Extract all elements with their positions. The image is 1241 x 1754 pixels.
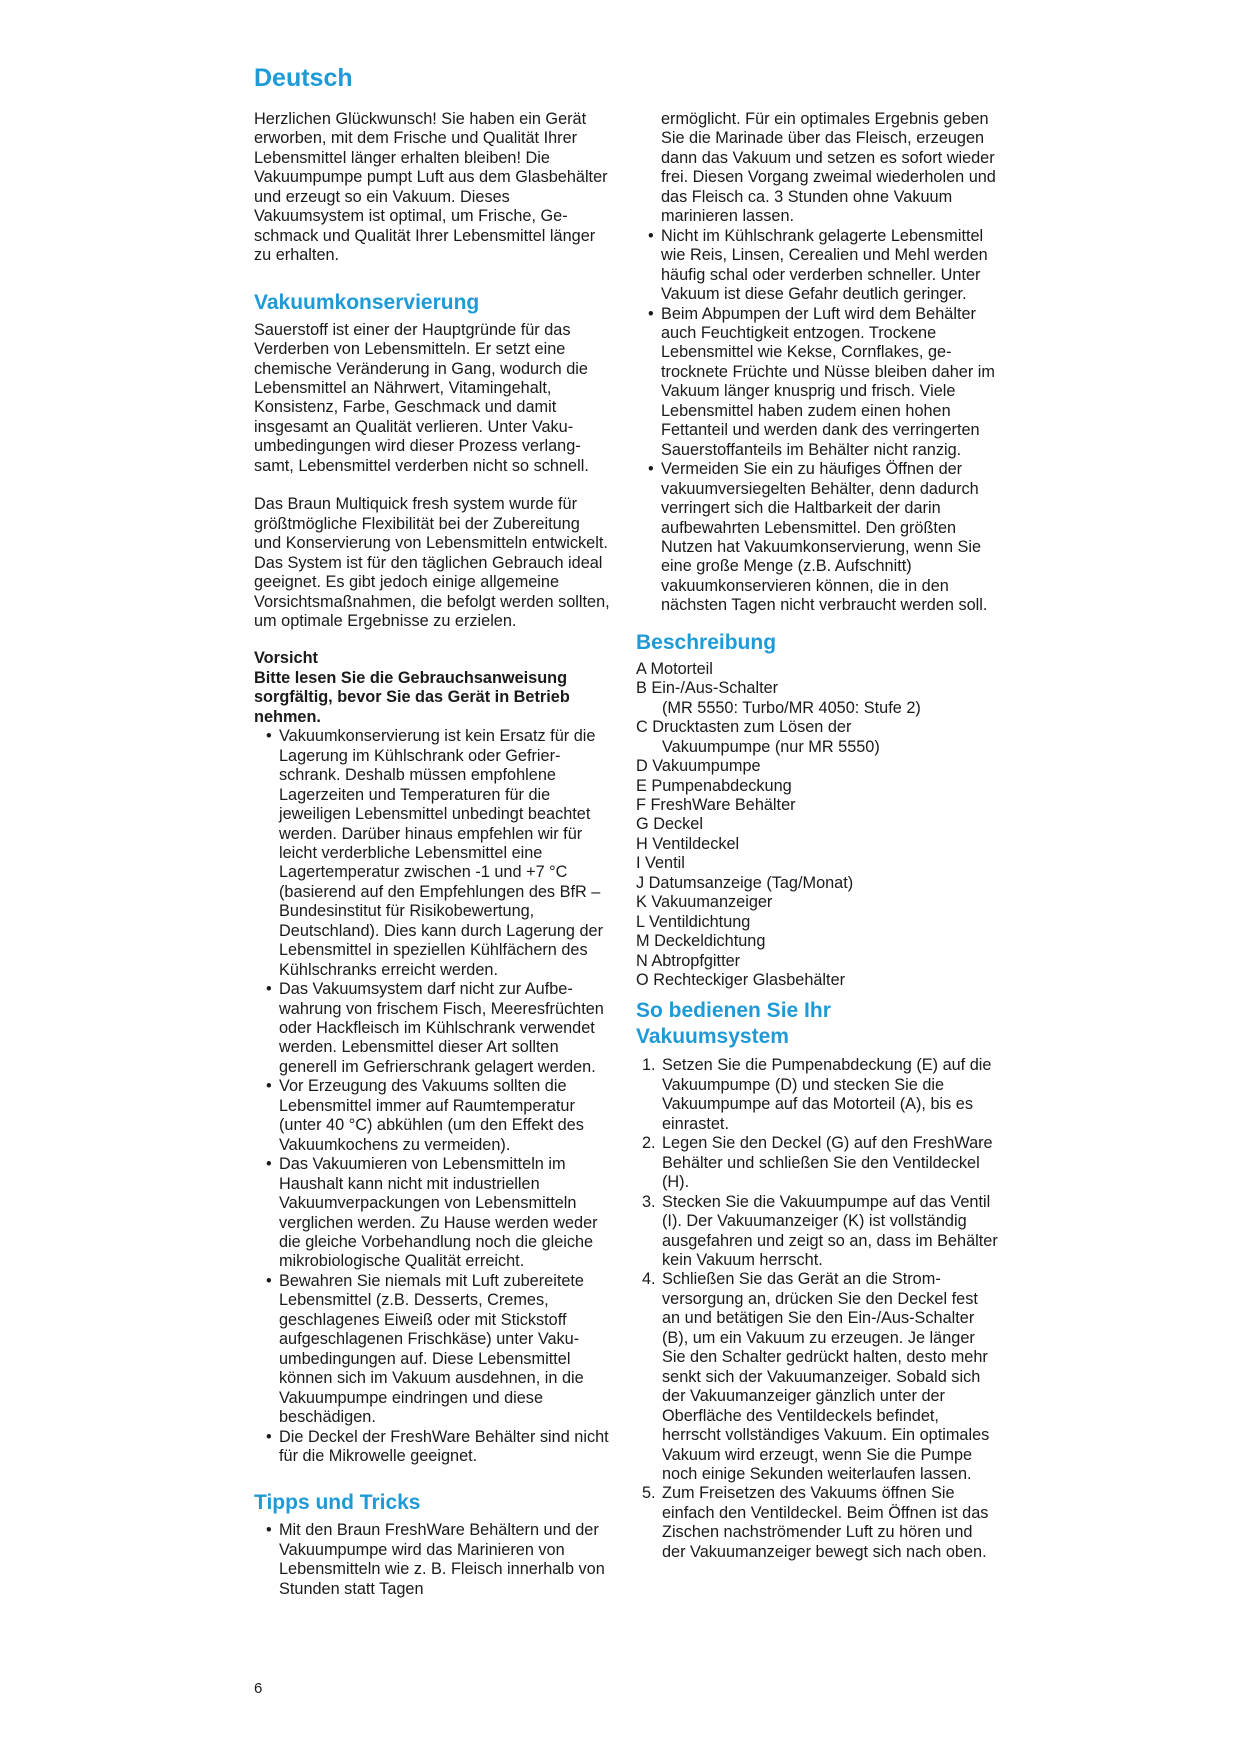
heading-line-2: Vakuumsystem bbox=[636, 1025, 789, 1049]
list-item bbox=[636, 1270, 998, 1484]
list-item: D Vakuumpumpe bbox=[636, 757, 761, 776]
step-text: Stecken Sie die Vakuumpumpe auf das Ventil (I). Der Vakuumanzeiger (K) ist vollständig ausgefahren und zeigt so an, dass im Behälter kein Vakuum herrscht. bbox=[662, 1192, 998, 1270]
section-heading-beschreibung: Beschreibung bbox=[636, 630, 777, 654]
steps-list bbox=[636, 1056, 998, 1562]
list-item: O Rechteckiger Glasbehälter bbox=[636, 971, 846, 990]
list-item: (MR 5550: Turbo/MR 4050: Stufe 2) bbox=[662, 698, 921, 717]
vakuum-paragraph-2: Das Braun Multiquick fresh system wurde für größtmögliche Flexibilität bei der Zubereitung und Konservierung von Lebensmitteln entwickelt. Das System ist für den täglichen Gebrauch ideal geeignet. Es gibt jedoch einige allgemeine Vorsichtsmaßnahmen, die befolgt werden sollten, um optimale Ergebnisse zu erzielen. bbox=[254, 495, 610, 630]
step-text: Setzen Sie die Pumpenabdeckung (E) auf die Vakuumpumpe (D) und stecken Sie die Vakuumpumpe auf das Motorteil (A), bis es einrastet. bbox=[662, 1056, 992, 1133]
intro-paragraph: Herzlichen Glückwunsch! Sie haben ein Gerät erworben, mit dem Frische und Qualität Ihrer Lebensmittel länger erhalten bleiben! Die Vakuumpumpe pumpt Luft aus dem Glasbehälter und erzeugt so ein Vakuum. Dieses Vakuumsystem ist optimal, um Frische, Geschmack und Qualität Ihrer Lebensmittel länger zu erhalten. bbox=[254, 110, 608, 265]
right-column bbox=[636, 110, 998, 1562]
list-item: • Nicht im Kühlschrank gelagerte Lebensmittel wie Reis, Linsen, Cerealien und Mehl werden häufig schal oder verderben schneller. Unter Vakuum ist diese Gefahr deutlich geringer. bbox=[636, 227, 998, 305]
heading-line-1: So bedienen Sie Ihr bbox=[636, 999, 831, 1023]
section-heading-bedienen bbox=[636, 998, 998, 1050]
section-heading-vakuumkonservierung: Vakuumkonservierung bbox=[254, 290, 480, 314]
list-item: H Ventildeckel bbox=[636, 834, 740, 853]
list-item: J Datumsanzeige (Tag/Monat) bbox=[636, 873, 854, 892]
list-item: • Das Vakuumsystem darf nicht zur Aufbewahrung von frischem Fisch, Meeresfrüchten oder Hackfleisch im Kühlschrank verwendet werden. Lebensmittel dieser Art sollten generell im Gefrierschrank gelagert werden. bbox=[254, 980, 610, 1077]
list-item: • Bewahren Sie niemals mit Luft zubereitete Lebensmittel (z.B. Desserts, Cremes, geschlagenes Eiweiß oder mit Stickstoff aufgeschlagenen Frischkäse) unter Vakuumbedingungen auf. Diese Lebensmittel können sich im Vakuum ausdehnen, in die Vakuumpumpe eindringen und diese beschädigen. bbox=[254, 1272, 610, 1428]
page-title: Deutsch bbox=[254, 64, 353, 92]
list-item: F FreshWare Behälter bbox=[636, 795, 796, 814]
vorsicht-label: Vorsicht bbox=[254, 649, 318, 668]
list-item bbox=[636, 1484, 998, 1562]
list-item: • Vakuumkonservierung ist kein Ersatz für die Lagerung im Kühlschrank oder Gefrierschrank. Deshalb müssen empfohlene Lagerzeiten und Temperaturen für die jeweiligen Lebensmittel unbedingt beachtet werden. Darüber hinaus empfehlen wir für leicht verderbliche Lebensmittel eine Lagertemperatur zwischen -1 und +7 °C (basierend auf den Empfehlungen des BfR – Bundesinstitut für Risikobewertung, Deutschland). Dies kann durch Lagerung der Lebensmittel in speziellen Kühlfächern des Kühlschranks erreicht werden. bbox=[254, 727, 610, 980]
step-text: Schließen Sie das Gerät an die Stromversorgung an, drücken Sie den Deckel fest an und betätigen Sie den Ein-/Aus-Schalter (B), um ein Vakuum zu erzeugen. Je länger Sie den Schalter gedrückt halten, desto mehr senkt sich der Vakuumanzeiger. Sobald sich der Vakuumanzeiger gänzlich unter der Oberfläche des Ventildeckels befindet, herrscht vollständiges Vakuum. Ein optimales Vakuum wird erzeugt, wenn Sie die Pumpe noch einige Sekunden weiterlaufen lassen. bbox=[662, 1270, 990, 1483]
list-item bbox=[636, 1056, 998, 1134]
list-item: G Deckel bbox=[636, 815, 703, 834]
list-item: • Die Deckel der FreshWare Behälter sind nicht für die Mikrowelle geeignet. bbox=[254, 1428, 610, 1467]
list-item: N Abtropfgitter bbox=[636, 951, 741, 970]
step-text: Legen Sie den Deckel (G) auf den FreshWare Behälter und schließen Sie den Ventildeckel (H). bbox=[662, 1134, 993, 1192]
tipps-list-start bbox=[254, 1521, 610, 1599]
list-item: I Ventil bbox=[636, 854, 685, 873]
list-item-continued: ermöglicht. Für ein optimales Ergebnis geben Sie die Marinade über das Fleisch, erzeugen dann das Vakuum und setzen es sofort wieder frei. Diesen Vorgang zweimal wiederholen und das Fleisch ca. 3 Stunden ohne Vakuum marinieren lassen. bbox=[661, 110, 996, 226]
list-item: • Mit den Braun FreshWare Behältern und der Vakuumpumpe wird das Marinieren von Lebensmitteln wie z. B. Fleisch innerhalb von Stunden statt Tagen bbox=[254, 1521, 610, 1599]
vakuum-paragraph-1: Sauerstoff ist einer der Hauptgründe für das Verderben von Lebensmitteln. Er setzt eine chemische Veränderung in Gang, wodurch die Lebensmittel an Nährwert, Vitamingehalt, Konsistenz, Farbe, Geschmack und damit insgesamt an Qualität verlieren. Unter Vakuumbedingungen wird dieser Prozess verlangsamt, Lebensmittel verderben nicht so schnell. bbox=[254, 320, 589, 475]
list-item: • Vermeiden Sie ein zu häufiges Öffnen der vakuumversiegelten Behälter, denn dadurch verringert sich die Haltbarkeit der darin aufbewahrten Lebensmittel. Den größten Nutzen hat Vakuumkonservierung, wenn Sie eine große Menge (z.B. Aufschnitt) vakuumkonservieren können, die in den nächsten Tagen nicht verbraucht werden soll. bbox=[636, 460, 998, 616]
list-item: • Beim Abpumpen der Luft wird dem Behälter auch Feuchtigkeit entzogen. Trockene Lebensmittel wie Kekse, Cornflakes, getrocknete Früchte und Nüsse bleiben daher im Vakuum länger knusprig und frisch. Viele Lebensmittel haben zudem einen hohen Fettanteil und werden dank des verringerten Sauerstoffanteils im Behälter nicht ranzig. bbox=[636, 305, 998, 461]
step-number: 3. bbox=[642, 1192, 656, 1211]
step-text: Zum Freisetzen des Vakuums öffnen Sie einfach den Ventildeckel. Beim Öffnen ist das Zischen nachströmender Luft zu hören und der Vakuumanzeiger bewegt sich nach oben. bbox=[662, 1484, 989, 1561]
vorsicht-warning: Bitte lesen Sie die Gebrauchsanweisung sorgfältig, bevor Sie das Gerät in Betrieb nehmen. bbox=[254, 668, 570, 726]
list-item bbox=[636, 1134, 998, 1192]
step-number: 2. bbox=[642, 1134, 656, 1153]
list-item: B Ein-/Aus-Schalter bbox=[636, 679, 779, 698]
list-item: M Deckeldichtung bbox=[636, 932, 766, 951]
step-number: 1. bbox=[642, 1056, 656, 1075]
list-item: A Motorteil bbox=[636, 659, 713, 678]
page-number: 6 bbox=[254, 1680, 263, 1697]
list-item bbox=[636, 1193, 998, 1271]
list-item: • Vor Erzeugung des Vakuums sollten die Lebensmittel immer auf Raumtemperatur (unter 40 °C) abkühlen (um den Effekt des Vakuumkochens zu vermeiden). bbox=[254, 1077, 610, 1155]
vorsicht-list bbox=[254, 727, 610, 1466]
section-heading-tipps: Tipps und Tricks bbox=[254, 1491, 421, 1515]
step-number: 4. bbox=[642, 1270, 656, 1289]
list-item: K Vakuumanzeiger bbox=[636, 893, 773, 912]
list-item: C Drucktasten zum Lösen der bbox=[636, 718, 852, 737]
left-column bbox=[254, 110, 610, 1599]
list-item: • Das Vakuumieren von Lebensmitteln im Haushalt kann nicht mit industriellen Vakuumverpackungen von Lebensmitteln verglichen werden. Zu Hause werden weder die gleiche Vorbehandlung noch die gleiche mikrobiologische Qualität erreicht. bbox=[254, 1155, 610, 1272]
parts-list bbox=[636, 660, 998, 991]
step-number: 5. bbox=[642, 1484, 656, 1503]
list-item: Vakuumpumpe (nur MR 5550) bbox=[662, 737, 880, 756]
tipps-list bbox=[636, 110, 998, 616]
list-item: E Pumpenabdeckung bbox=[636, 776, 792, 795]
list-item: L Ventildichtung bbox=[636, 912, 751, 931]
